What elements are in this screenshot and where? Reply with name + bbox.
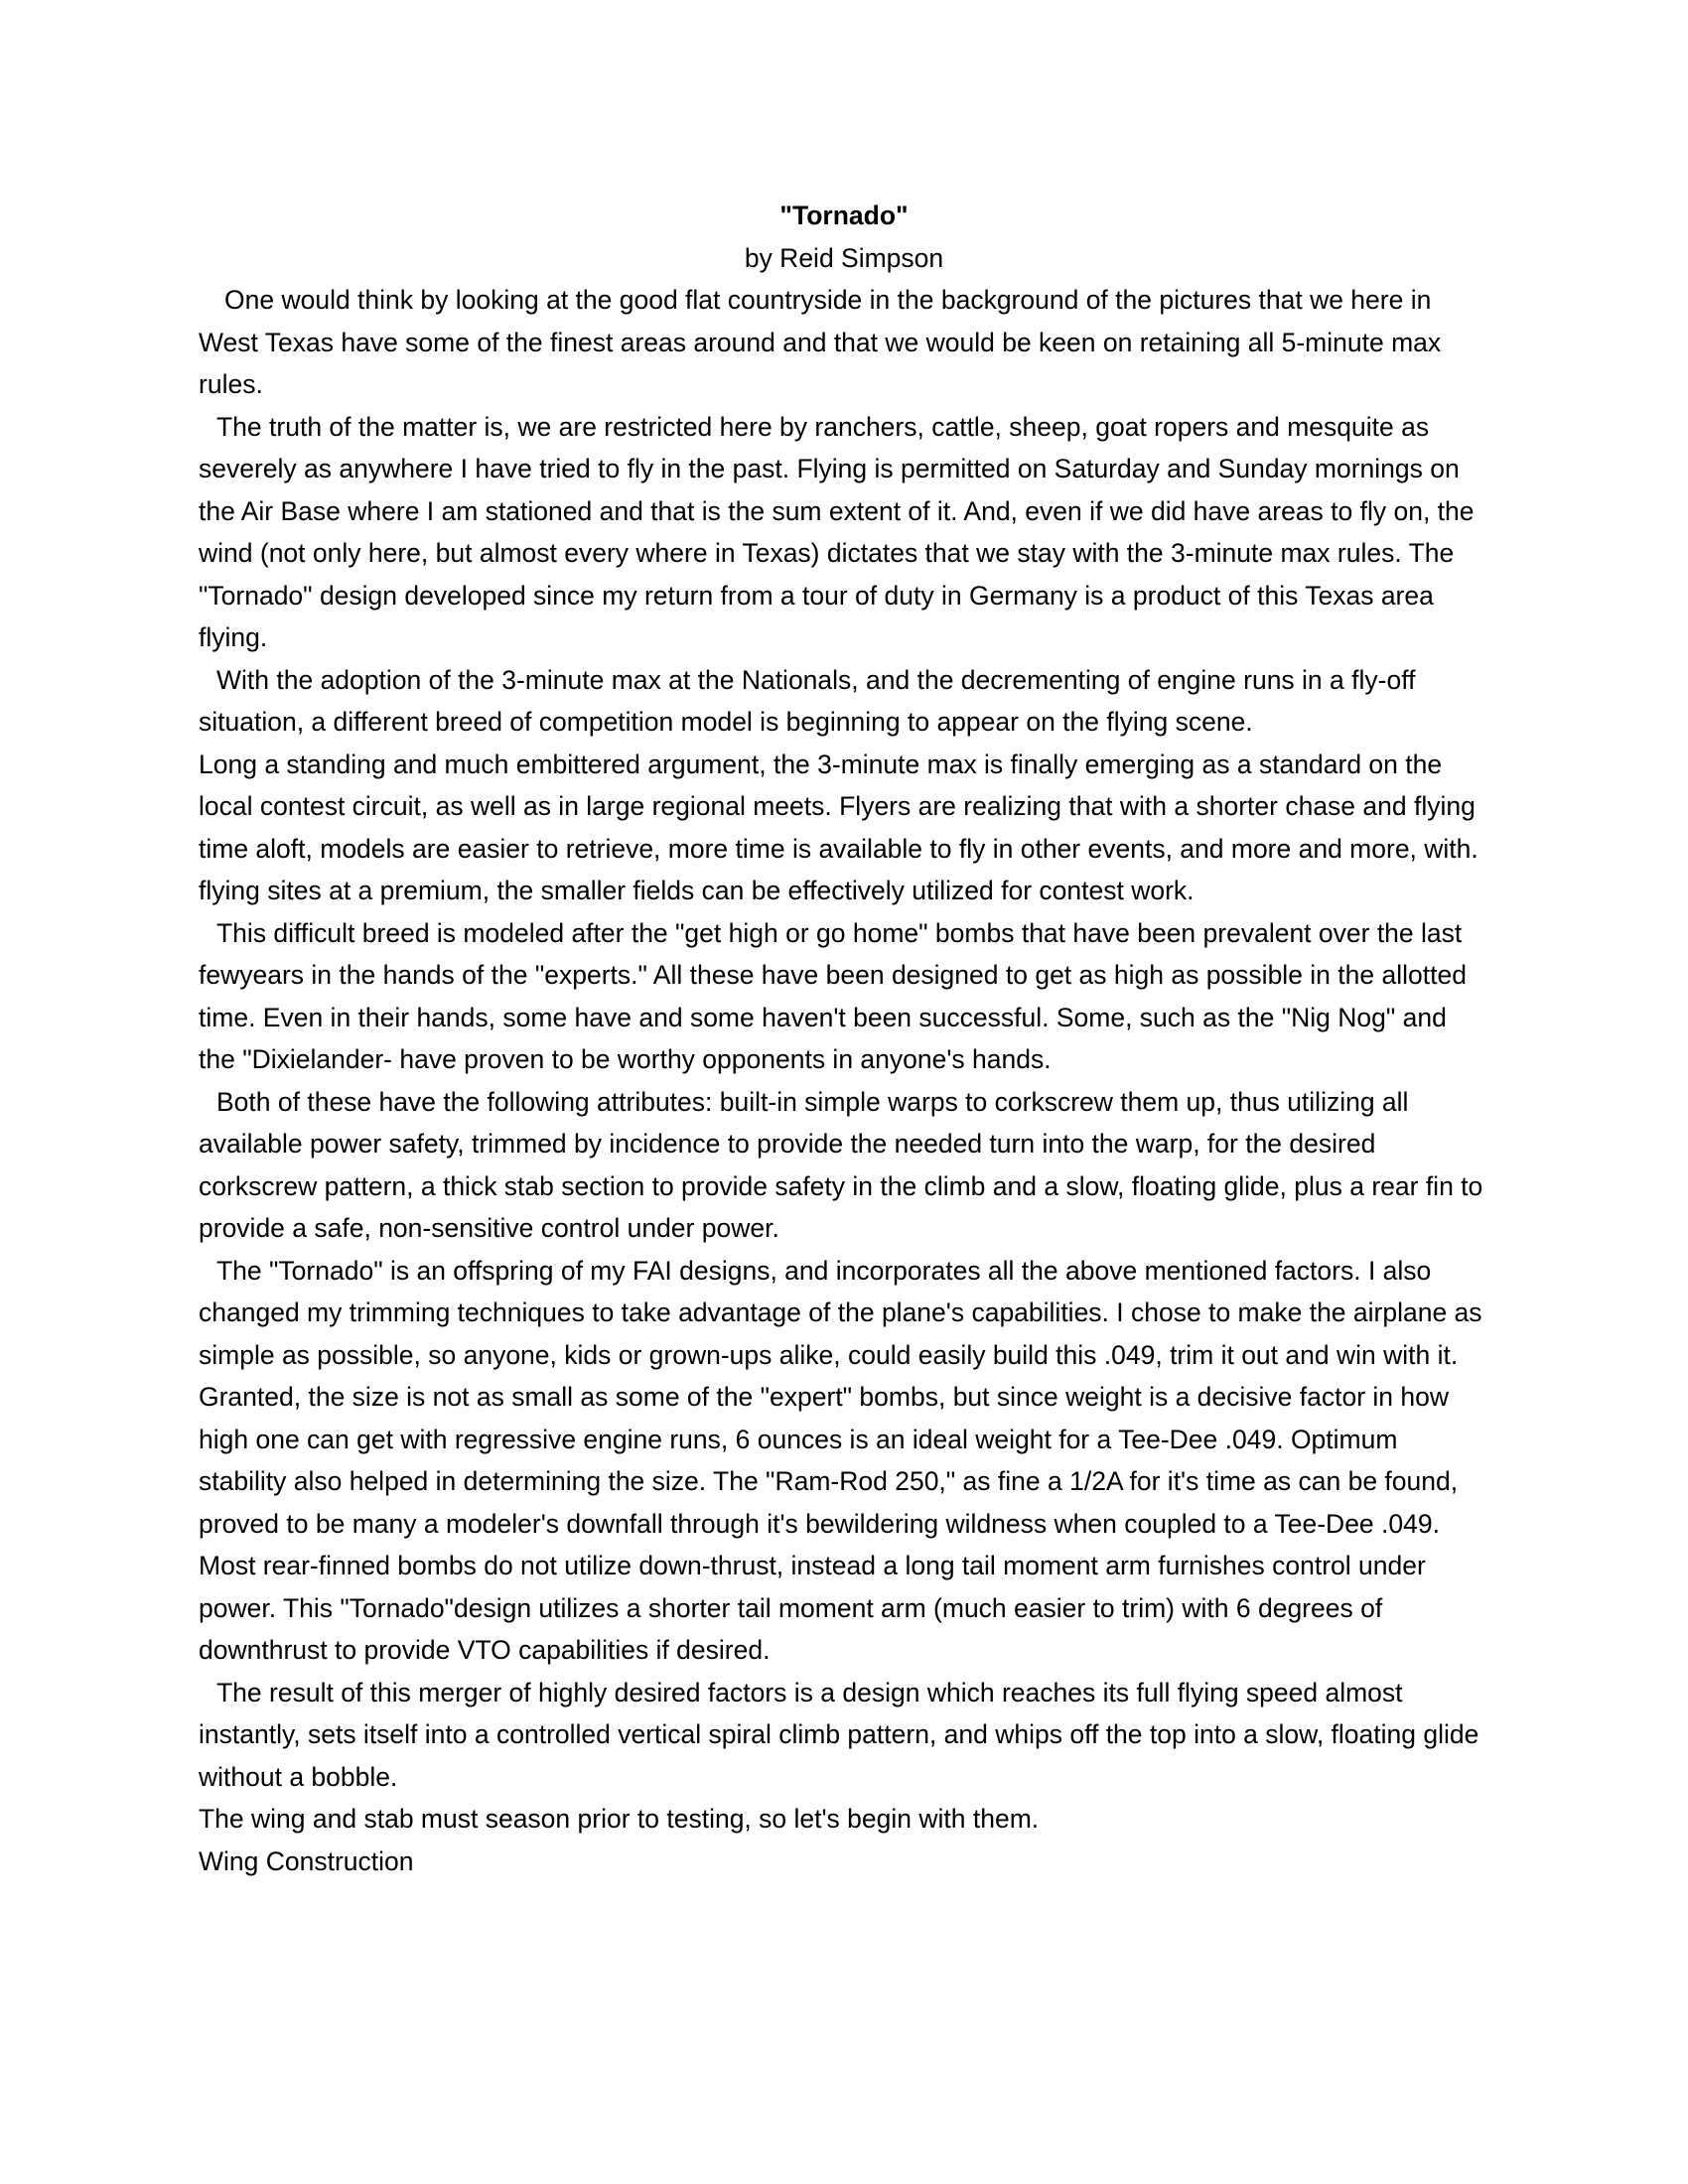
section-heading: Wing Construction — [199, 1845, 414, 1876]
paragraph: This difficult breed is modeled after the "get high or go home" bombs that have been prevalent over the last fewyears in the hands of the "experts." All these have been designed to get as high as possible in the allotted time. Even in their hands, some have and some haven't been successful. Some, such as the "Nig Nog" and the "Dixielander- have proven to be worthy opponents in anyone's hands. — [199, 917, 1467, 1074]
paragraph: With the adoption of the 3-minute max at the Nationals, and the decrementing of engine runs in a fly-off situation, a different breed of competition model is beginning to appear on the flying scene. — [199, 664, 1416, 737]
paragraph: Both of these have the following attributes: built-in simple warps to corkscrew them up, thus utilizing all available power safety, trimmed by incidence to provide the needed turn into the warp, for the desired corkscrew pattern, a thick stab section to provide safety in the climb and a slow, floating glide, plus a rear fin to provide a safe, non-sensitive control under power. — [199, 1086, 1483, 1243]
document-page — [199, 195, 1489, 1882]
paragraph: The truth of the matter is, we are restricted here by ranchers, cattle, sheep, goat ropers and mesquite as severely as anywhere I have tried to fly in the past. Flying is permitted on Saturday and Sunday mornings on the Air Base where I am stationed and that is the sum extent of it. And, even if we did have areas to fly on, the wind (not only here, but almost every where in Texas) dictates that we stay with the 3-minute max rules. The "Tornado" design developed since my return from a tour of duty in Germany is a product of this Texas area flying. — [199, 411, 1475, 652]
article-byline: by Reid Simpson — [744, 242, 944, 273]
paragraph: The wing and stab must season prior to testing, so let's begin with them. — [199, 1804, 1040, 1834]
paragraph: Long a standing and much embittered argument, the 3-minute max is finally emerging as a standard on the local contest circuit, as well as in large regional meets. Flyers are realizing that with a shorter chase and flying time aloft, models are easier to retrieve, more time is available to fly in other events, and more and more, with. flying sites at a premium, the smaller fields can be effectively utilized for contest work. — [199, 749, 1478, 905]
paragraph: The result of this merger of highly desired factors is a design which reaches its full flying speed almost instantly, sets itself into a controlled vertical spiral climb pattern, and whips off the top into a slow, floating glide without a bobble. — [199, 1677, 1479, 1792]
paragraph: One would think by looking at the good flat countryside in the background of the pictures that we here in West Texas have some of the finest areas around and that we would be keen on retaining all 5-minute max rules. — [199, 285, 1442, 399]
article-title: "Tornado" — [779, 201, 909, 230]
paragraph: The "Tornado" is an offspring of my FAI designs, and incorporates all the above mentioned factors. I also changed my trimming techniques to take advantage of the plane's capabilities. I chose to make the airplane as simple as possible, so anyone, kids or grown-ups alike, could easily build this .049, trim it out and win with it. Granted, the size is not as small as some of the "expert" bombs, but since weight is a decisive factor in how high one can get with regressive engine runs, 6 ounces is an ideal weight for a Tee-Dee .049. Optimum stability also helped in determining the size. The "Ram-Rod 250," as fine a 1/2A for it's time as can be found, proved to be many a modeler's downfall through it's bewildering wildness when coupled to a Tee-Dee .049. Most rear-finned bombs do not utilize down-thrust, instead a long tail moment arm furnishes control under power. This "Tornado"design utilizes a shorter tail moment arm (much easier to trim) with 6 degrees of downthrust to provide VTO capabilities if desired. — [199, 1255, 1482, 1665]
